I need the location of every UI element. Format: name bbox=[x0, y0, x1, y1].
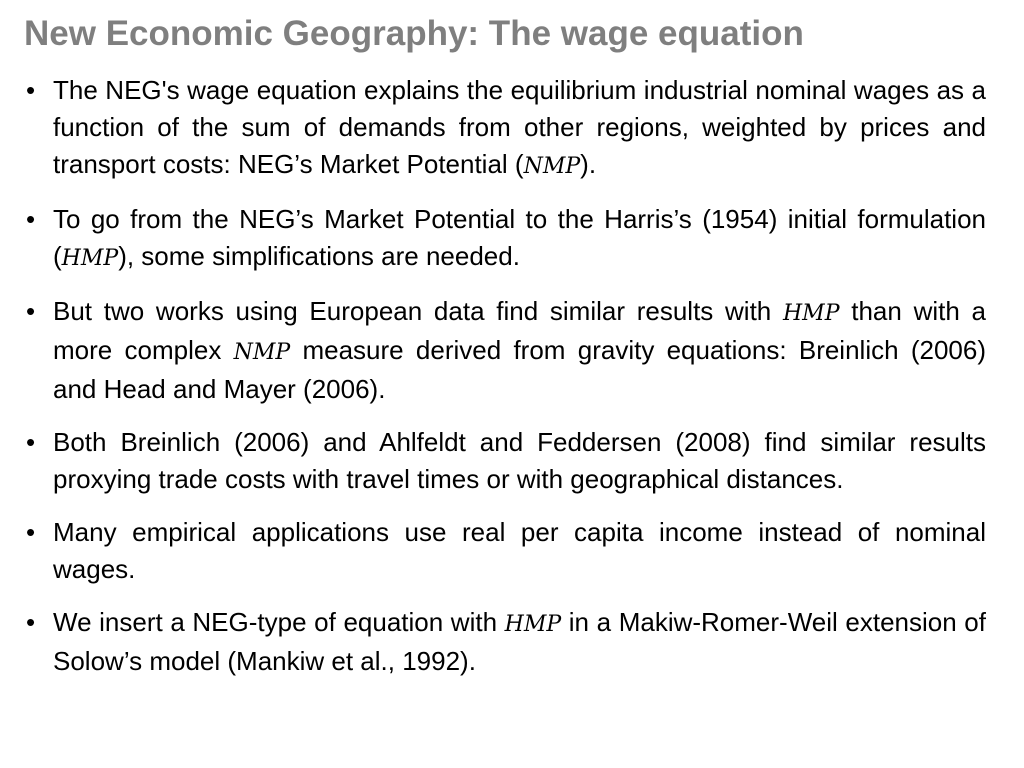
bullet-text: measure derived from gravity equations: Breinlich (2006) and Head and Mayer (2006). bbox=[53, 335, 986, 404]
bullet-text: Many empirical applications use real per capita income instead of nominal wages. bbox=[53, 517, 986, 584]
bullet-dot: • bbox=[26, 75, 36, 105]
bullet-item bbox=[24, 514, 986, 588]
bullet-dot: • bbox=[26, 517, 36, 547]
math-symbol: HMP bbox=[61, 246, 119, 271]
bullet-list bbox=[24, 72, 986, 696]
math-symbol: HMP bbox=[783, 301, 840, 326]
math-symbol: HMP bbox=[504, 612, 562, 637]
bullet-text: To go from the NEG’s Market Potential to the Harris’s (1954) initial formulation ( bbox=[53, 204, 986, 271]
bullet-text: than with a more complex bbox=[53, 296, 986, 365]
bullet-item bbox=[24, 424, 986, 498]
bullet-dot: • bbox=[26, 296, 36, 326]
bullet-text: Both Breinlich (2006) and Ahlfeldt and Feddersen (2008) find similar results proxying trade costs with travel times or with geographical distances. bbox=[53, 427, 986, 494]
math-symbol: NMP bbox=[523, 154, 581, 179]
bullet-item bbox=[24, 72, 986, 185]
bullet-item bbox=[24, 201, 986, 277]
bullet-text: ), some simplifications are needed. bbox=[118, 241, 520, 271]
slide-title: New Economic Geography: The wage equation bbox=[24, 14, 804, 53]
bullet-text: We insert a NEG-type of equation with bbox=[53, 607, 505, 637]
bullet-item bbox=[24, 604, 986, 680]
bullet-text: The NEG's wage equation explains the equilibrium industrial nominal wages as a function of the sum of demands from other regions, weighted by prices and transport costs: NEG’s Market Potential ( bbox=[53, 75, 986, 179]
bullet-dot: • bbox=[26, 204, 36, 234]
bullet-item bbox=[24, 293, 986, 408]
bullet-text: in a Makiw-Romer-Weil extension of Solow’s model (Mankiw et al., 1992). bbox=[53, 607, 986, 676]
bullet-dot: • bbox=[26, 427, 36, 457]
math-symbol: NMP bbox=[233, 340, 291, 365]
bullet-text: But two works using European data find similar results with bbox=[53, 296, 783, 326]
bullet-dot: • bbox=[26, 607, 36, 637]
bullet-text: ). bbox=[580, 149, 597, 179]
